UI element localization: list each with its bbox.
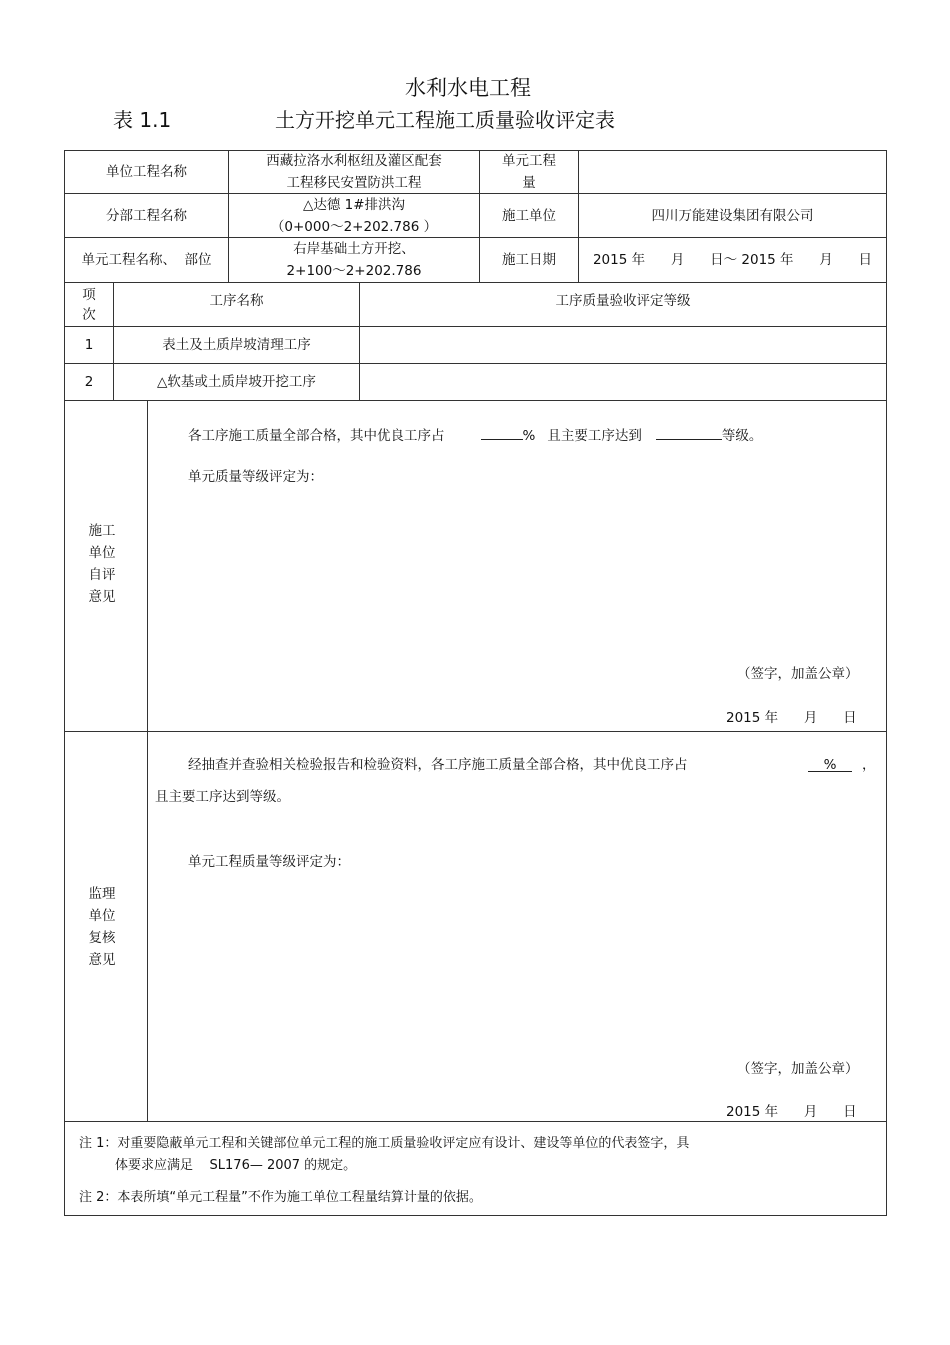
- sub-project-value: △达德 1#排洪沟 （0+000～2+202.786 ）: [270, 196, 438, 235]
- row-no: 2: [84, 374, 94, 390]
- document-title: 水利水电工程: [405, 76, 531, 100]
- contractor-date: 2015 年 月 日: [726, 710, 857, 726]
- table-number: 表 1.1: [113, 108, 172, 132]
- contractor-value: 四川万能建设集团有限公司: [651, 207, 814, 224]
- note-1-continued: 体要求应满足 SL176— 2007 的规定。: [115, 1158, 357, 1173]
- supervisor-date: 2015 年 月 日: [726, 1104, 857, 1120]
- supervisor-review-label: 监理 单位 复核 意见: [88, 886, 116, 968]
- col-header-no: 项 次: [82, 286, 96, 323]
- supervisor-review-line2: 且主要工序达到等级。: [155, 789, 290, 805]
- unit-quantity-label: 单元工程 量: [502, 153, 556, 191]
- row-grade[interactable]: [360, 364, 886, 400]
- unit-project-label: 单位工程名称: [106, 164, 187, 180]
- form-title: 土方开挖单元工程施工质量验收评定表: [275, 108, 615, 132]
- supervisor-percent: % ，: [808, 755, 876, 775]
- element-value: 右岸基础土方开挖、 2+100～2+202.786: [286, 241, 422, 279]
- unit-quantity-value[interactable]: [579, 151, 886, 193]
- unit-project-value: 西藏拉洛水利枢纽及灌区配套 工程移民安置防洪工程: [266, 153, 442, 191]
- element-label: 单元工程名称、 部位: [81, 252, 212, 268]
- row-process-name: △软基或土质岸坡开挖工序: [157, 374, 316, 390]
- row-process-name: 表土及土质岸坡清理工序: [162, 337, 311, 353]
- contractor-review-line1: 各工序施工质量全部合格，其中优良工序占 % 且主要工序达到 等级。: [188, 423, 762, 446]
- note-2: 注 2：本表所填“单元工程量”不作为施工单位工程量结算计量的依据。: [79, 1190, 482, 1205]
- col-header-grade: 工序质量验收评定等级: [555, 293, 691, 309]
- col-header-name: 工序名称: [209, 293, 264, 309]
- percent-sign: %: [522, 428, 536, 444]
- date-value[interactable]: 2015 年 月 日～ 2015 年 月 日: [592, 252, 873, 268]
- contractor-review-label: 施工 单位 自评 意见: [88, 523, 116, 605]
- contractor-label: 施工单位: [502, 207, 556, 224]
- row-no: 1: [84, 337, 94, 353]
- date-label: 施工日期: [502, 252, 556, 268]
- contractor-sign: （签字，加盖公章）: [737, 666, 859, 682]
- sub-project-label: 分部工程名称: [106, 207, 187, 224]
- grade-blank[interactable]: [656, 423, 722, 440]
- note-1: 注 1：对重要隐蔽单元工程和关键部位单元工程的施工质量验收评定应有设计、建设等单位的代表签字，具: [79, 1136, 690, 1151]
- supervisor-sign: （签字，加盖公章）: [737, 1061, 859, 1077]
- supervisor-review-line3: 单元工程质量等级评定为：: [188, 854, 350, 870]
- contractor-review-line2: 单元质量等级评定为：: [188, 469, 323, 485]
- supervisor-review-line1: 经抽查并查验相关检验报告和检验资料，各工序施工质量全部合格，其中优良工序占: [188, 757, 688, 773]
- row-grade[interactable]: [360, 327, 886, 363]
